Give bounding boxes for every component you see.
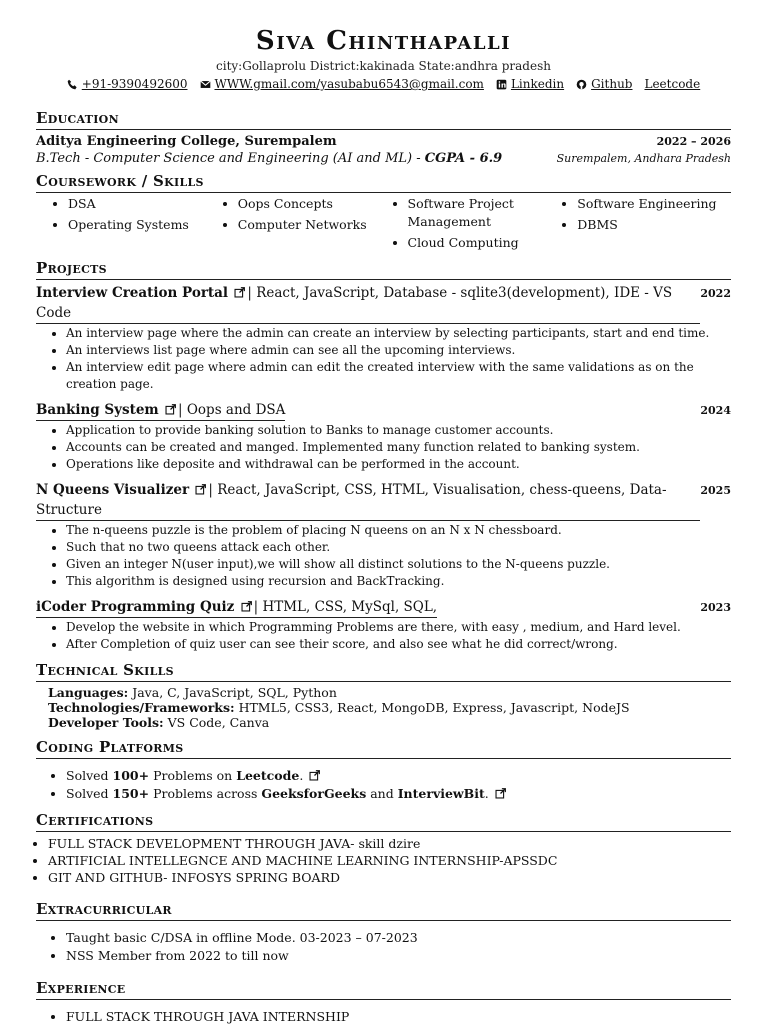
- coding-item-leetcode: • Solved 100+ Problems on Leetcode.: [66, 767, 731, 785]
- external-link-icon[interactable]: [195, 484, 206, 495]
- college-name: Aditya Engineering College, Surempalem: [36, 134, 337, 149]
- project-bullet: • Given an integer N(user input),we will show all distinct solutions to the N-queens puzzle.: [66, 556, 731, 573]
- leetcode-name: Leetcode: [236, 768, 300, 783]
- gfg-name: GeeksforGeeks: [261, 786, 367, 801]
- project-bullet: • An interviews list page where admin can see all the upcoming interviews.: [66, 342, 731, 359]
- linkedin-link[interactable]: [496, 75, 564, 93]
- course-item: • Software Project Management: [408, 195, 562, 231]
- candidate-name: Siva Chinthapalli: [255, 26, 512, 56]
- frameworks-value: HTML5, CSS3, React, MongoDB, Express, Javascript, NodeJS: [234, 700, 630, 715]
- project-bullet: • Such that no two queens attack each other.: [66, 539, 731, 556]
- extracurricular-item: • NSS Member from 2022 to till now: [66, 947, 731, 965]
- project-year: 2025: [700, 484, 731, 497]
- project-bullet: • Application to provide banking solution to Banks to manage customer accounts.: [66, 422, 731, 439]
- github-text: Github: [591, 77, 633, 91]
- email-text: WWW.gmail.com/yasubabu6543@gmail.com: [214, 77, 484, 91]
- location-line: city:Gollaprolu District:kakinada State:andhra pradesh: [216, 59, 551, 73]
- section-title-coding: Coding Platforms: [36, 738, 731, 759]
- education-location: Surempalem, Andhara Pradesh: [556, 152, 731, 165]
- project-tech: Oops and DSA: [186, 402, 286, 418]
- project-entry: Interview Creation Portal | React, JavaScript, Database - sqlite3(development), IDE - VS Code 2022 • An interview page where the admin can create an interview by selecting participants, start and end time. • An interviews list page where admin can see all the upcoming interviews. • An interview edit page where admin can edit the created interview with the same validations as on the creation page.: [36, 283, 731, 393]
- coding-item-gfg: • Solved 150+ Problems across GeeksforGeeks and InterviewBit.: [66, 785, 731, 803]
- languages-value: Java, C, JavaScript, SQL, Python: [128, 685, 337, 700]
- degree-text: B.Tech - Computer Science and Engineering (AI and ML) -: [36, 151, 425, 166]
- project-bullet: • Develop the website in which Programming Problems are there, with easy , medium, and Hard level.: [66, 619, 731, 636]
- course-item: • Computer Networks: [238, 216, 392, 234]
- project-name[interactable]: N Queens Visualizer: [36, 482, 190, 498]
- experience-section: [36, 979, 731, 1026]
- external-link-icon[interactable]: [241, 601, 252, 612]
- resume-page: [36, 24, 731, 1026]
- leetcode-link[interactable]: [644, 75, 700, 93]
- project-bullet: • The n-queens puzzle is the problem of placing N queens on an N x N chessboard.: [66, 522, 731, 539]
- external-link-icon[interactable]: [495, 788, 506, 799]
- extracurricular-item: • Taught basic C/DSA in offline Mode. 03-2023 – 07-2023: [66, 929, 731, 947]
- project-entry: N Queens Visualizer | React, JavaScript, CSS, HTML, Visualisation, chess-queens, Data-Structure 2025 • The n-queens puzzle is the problem of placing N queens on an N x N chessboard. • Such that no two queens attack each other. • Given an integer N(user input),we will show all distinct solutions to the N-queens puzzle. • This algorithm is designed using recursion and BackTracking.: [36, 480, 731, 590]
- external-link-icon[interactable]: [165, 404, 176, 415]
- projects-section: [36, 259, 731, 653]
- project-bullet: • After Completion of quiz user can see their score, and also see what he did correct/wrong.: [66, 636, 731, 653]
- project-entry: iCoder Programming Quiz | HTML, CSS, MySql, SQL, 2023 • Develop the website in which Programming Problems are there, with easy , medium, and Hard level. • After Completion of quiz user can see their score, and also see what he did correct/wrong.: [36, 597, 731, 653]
- linkedin-icon: [496, 79, 507, 90]
- languages-label: Languages:: [48, 685, 129, 700]
- project-name[interactable]: iCoder Programming Quiz: [36, 599, 235, 615]
- project-year: 2023: [700, 601, 731, 614]
- project-name[interactable]: Interview Creation Portal: [36, 285, 229, 301]
- external-link-icon[interactable]: [309, 770, 320, 781]
- section-title-education: Education: [36, 109, 731, 130]
- external-link-icon[interactable]: [234, 287, 245, 298]
- tools-label: Developer Tools:: [48, 715, 164, 730]
- project-bullet: • Operations like deposite and withdrawal can be performed in the account.: [66, 456, 731, 473]
- project-tech: React, JavaScript, CSS, HTML, Visualisation, chess-queens, Data-Structure: [36, 482, 667, 518]
- project-bullet: • An interview edit page where admin can edit the created interview with the same validations as on the creation page.: [66, 359, 731, 393]
- tools-value: VS Code, Canva: [163, 715, 270, 730]
- coursework-section: [36, 172, 731, 255]
- leetcode-text: Leetcode: [644, 77, 701, 91]
- project-tech: React, JavaScript, Database - sqlite3(development), IDE - VS Code: [36, 285, 673, 321]
- certification-item: • GIT AND GITHUB- INFOSYS SPRING BOARD: [48, 869, 731, 886]
- project-entry: Banking System | Oops and DSA 2024 • Application to provide banking solution to Banks to manage customer accounts. • Accounts can be created and manged. Implemented many function related to banking system. • Operations like deposite and withdrawal can be performed in the account.: [36, 400, 731, 473]
- education-dates: 2022 – 2026: [656, 135, 731, 148]
- section-title-extracurricular: Extracurricular: [36, 900, 731, 921]
- envelope-icon: [200, 79, 211, 90]
- section-title-certifications: Certifications: [36, 811, 731, 832]
- project-year: 2022: [700, 287, 731, 300]
- linkedin-text: Linkedin: [510, 77, 565, 91]
- phone-link[interactable]: [67, 75, 188, 93]
- course-item: • Cloud Computing: [408, 234, 562, 252]
- phone-icon: [67, 79, 78, 90]
- certification-item: • ARTIFICIAL INTELLEGNCE AND MACHINE LEARNING INTERNSHIP-APSSDC: [48, 852, 731, 869]
- contact-bar: [36, 75, 731, 93]
- interviewbit-name: InterviewBit: [397, 786, 485, 801]
- phone-text: +91-9390492600: [81, 77, 188, 91]
- github-link[interactable]: [576, 75, 632, 93]
- email-link[interactable]: [200, 75, 484, 93]
- education-section: [36, 109, 731, 167]
- extracurricular-section: [36, 900, 731, 965]
- frameworks-label: Technologies/Frameworks:: [48, 700, 235, 715]
- section-title-technical: Technical Skills: [36, 661, 731, 682]
- course-item: • Operating Systems: [68, 216, 222, 234]
- certifications-section: [36, 811, 731, 886]
- coding-platforms-section: [36, 738, 731, 803]
- course-item: • Software Engineering: [577, 195, 731, 213]
- cgpa-text: CGPA - 6.9: [424, 151, 503, 166]
- certification-item: • FULL STACK DEVELOPMENT THROUGH JAVA- skill dzire: [48, 835, 731, 852]
- experience-item: • FULL STACK THROUGH JAVA INTERNSHIP: [66, 1008, 731, 1026]
- github-icon: [576, 79, 587, 90]
- section-title-experience: Experience: [36, 979, 731, 1000]
- project-bullet: • An interview page where the admin can create an interview by selecting participants, start and end time.: [66, 325, 731, 342]
- project-name[interactable]: Banking System: [36, 402, 159, 418]
- coursework-grid: [36, 195, 731, 255]
- course-item: • DSA: [68, 195, 222, 213]
- course-item: • DBMS: [577, 216, 731, 234]
- course-item: • Oops Concepts: [238, 195, 392, 213]
- technical-skills-section: [36, 661, 731, 730]
- section-title-projects: Projects: [36, 259, 731, 280]
- project-year: 2024: [700, 404, 731, 417]
- section-title-coursework: Coursework / Skills: [36, 172, 731, 193]
- project-bullet: • Accounts can be created and manged. Implemented many function related to banking system.: [66, 439, 731, 456]
- project-tech: HTML, CSS, MySql, SQL,: [262, 599, 438, 615]
- project-bullet: • This algorithm is designed using recursion and BackTracking.: [66, 573, 731, 590]
